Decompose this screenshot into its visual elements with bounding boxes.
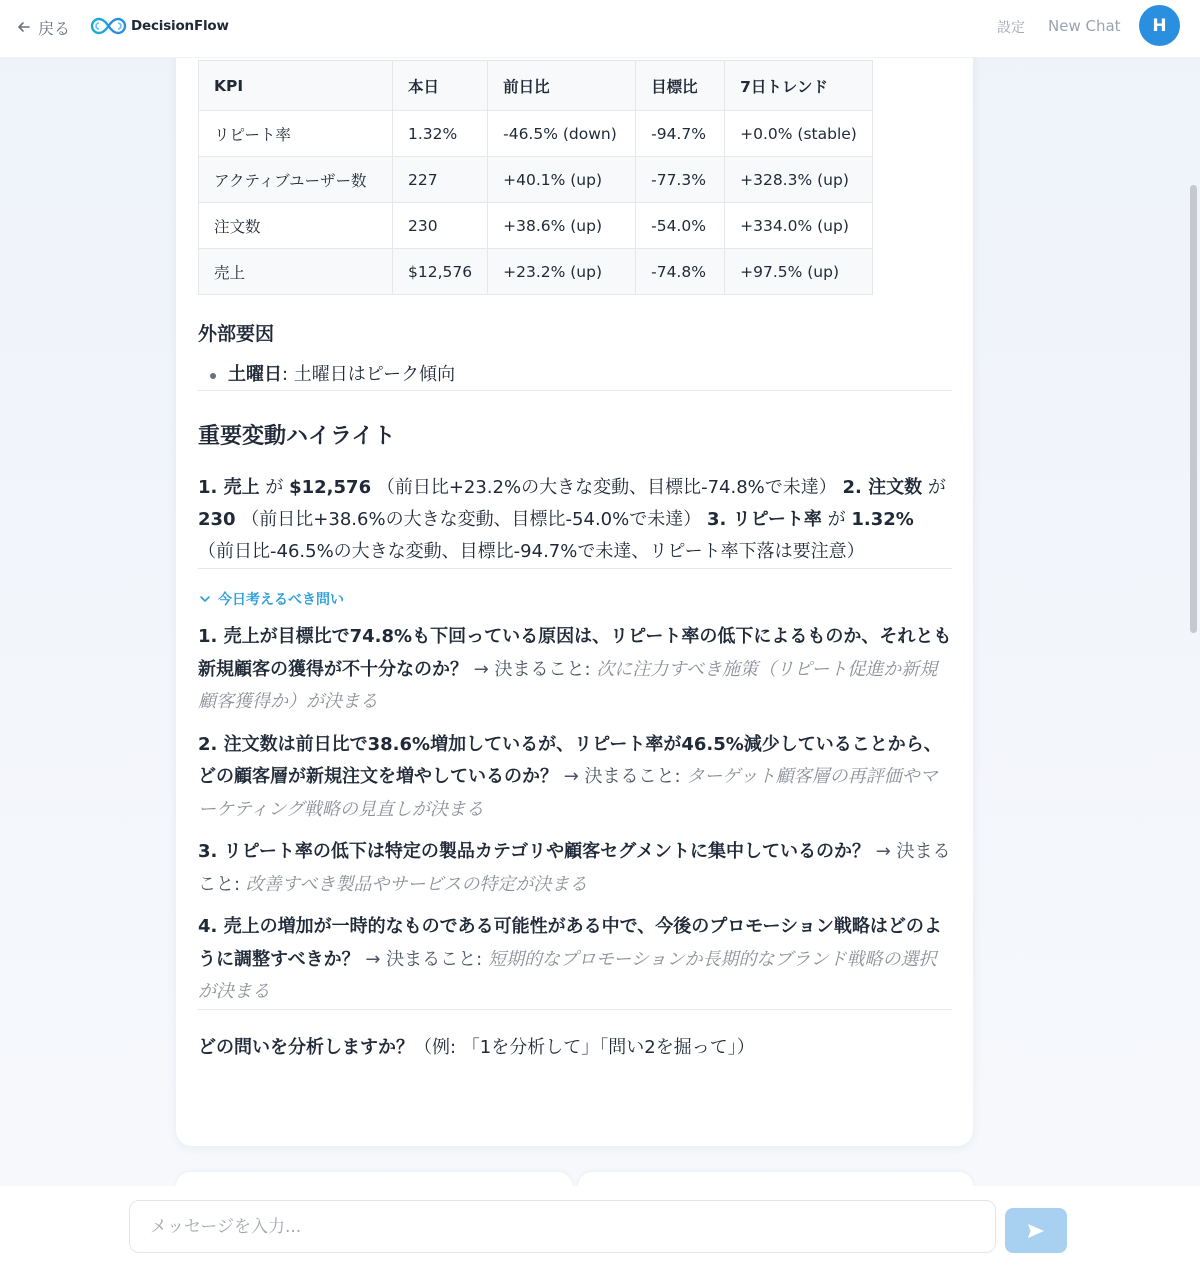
new-chat-link[interactable]: New Chat: [1048, 17, 1121, 35]
decisionflow-logo-icon: [90, 11, 127, 41]
table-header-cell: 7日トレンド: [725, 61, 873, 111]
back-label: 戻る: [38, 18, 71, 38]
highlight-number: 3.: [706, 509, 727, 530]
questions-toggle-label: 今日考えるべき問い: [218, 592, 344, 608]
highlight-value: $12,576: [289, 477, 372, 498]
table-cell: +38.6% (up): [488, 203, 636, 249]
logo[interactable]: [90, 11, 229, 41]
outcome-label: → 決まること:: [359, 948, 488, 970]
highlight-detail: （前日比-46.5%の大きな変動、目標比-94.7%で未達、リピート率下落は要注意）: [198, 541, 865, 562]
highlight-particle: が: [259, 477, 290, 498]
avatar[interactable]: H: [1139, 5, 1180, 46]
questions-toggle[interactable]: [198, 589, 952, 609]
question-item: [198, 729, 952, 827]
arrow-left-icon: [16, 19, 32, 35]
table-row: [199, 203, 873, 249]
analysis-prompt: [198, 1034, 952, 1062]
table-cell: リピート率: [199, 111, 393, 157]
highlight-particle: が: [821, 509, 852, 530]
highlight-detail: （前日比+23.2%の大きな変動、目標比-74.8%で未達）: [371, 477, 843, 498]
table-header-cell: 前日比: [488, 61, 636, 111]
list-item: [228, 360, 952, 390]
table-header-row: [199, 61, 873, 111]
outcome-label: → 決まること:: [198, 841, 951, 895]
external-factors-list: [198, 360, 952, 390]
prompt-example: （例: 「1を分析して」「問い2を掘って」）: [414, 1036, 755, 1058]
table-cell: +97.5% (up): [725, 249, 873, 295]
table-header-cell: KPI: [199, 61, 393, 111]
question-text: 4. 売上の増加が一時的なものである可能性がある中で、今後のプロモーション戦略はどのように調整すべきか？: [198, 916, 942, 970]
logo-text: DecisionFlow: [131, 18, 229, 34]
table-cell: 227: [393, 157, 488, 203]
factor-label: 土曜日: [228, 364, 282, 385]
table-cell: -77.3%: [636, 157, 725, 203]
table-cell: -54.0%: [636, 203, 725, 249]
top-bar: [0, 0, 1200, 58]
table-cell: -94.7%: [636, 111, 725, 157]
outcome-label: → 決まること:: [468, 658, 597, 680]
external-factors-heading: 外部要因: [198, 323, 275, 345]
table-cell: 売上: [199, 249, 393, 295]
highlight-number: 1.: [198, 477, 218, 498]
highlight-value: 230: [198, 509, 236, 530]
table-cell: -74.8%: [636, 249, 725, 295]
table-cell: +328.3% (up): [725, 157, 873, 203]
table-header-cell: 本日: [393, 61, 488, 111]
scrollbar[interactable]: [1190, 185, 1197, 633]
highlights-paragraph: [198, 472, 952, 568]
table-header-cell: 目標比: [636, 61, 725, 111]
kpi-table: [198, 60, 873, 295]
divider: [198, 390, 952, 391]
table-cell: +40.1% (up): [488, 157, 636, 203]
question-text: 1. 売上が目標比で74.8%も下回っている原因は、リピート率の低下によるものか、それとも新規顧客の獲得が不十分なのか？: [198, 626, 952, 680]
highlights-heading: 重要変動ハイライト: [198, 424, 396, 449]
table-cell: +23.2% (up): [488, 249, 636, 295]
highlight-particle: が: [922, 477, 946, 498]
outcome-text: ターゲット顧客層の再評価やマーケティング戦略の見直しが決まる: [198, 766, 938, 820]
highlight-metric: リピート率: [732, 509, 822, 530]
outcome-text: 短期的なプロモーションか長期的なブランド戦略の選択が決まる: [198, 948, 937, 1002]
table-row: [199, 111, 873, 157]
table-cell: アクティブユーザー数: [199, 157, 393, 203]
message-input[interactable]: [129, 1200, 996, 1253]
message-content: [198, 60, 952, 1062]
table-cell: +0.0% (stable): [725, 111, 873, 157]
prompt-question: どの問いを分析しますか？: [198, 1036, 414, 1058]
assistant-message-card: [176, 20, 973, 1146]
question-item: [198, 911, 952, 1009]
table-cell: $12,576: [393, 249, 488, 295]
settings-link[interactable]: 設定: [997, 20, 1025, 36]
table-cell: 230: [393, 203, 488, 249]
question-text: 2. 注文数は前日比で38.6%増加しているが、リピート率が46.5%減少していることから、どの顧客層が新規注文を増やしているのか？: [198, 733, 942, 787]
send-button[interactable]: [1005, 1208, 1067, 1253]
highlight-detail: （前日比+38.6%の大きな変動、目標比-54.0%で未達）: [235, 509, 707, 530]
outcome-label: → 決まること:: [558, 766, 687, 787]
highlight-metric: 売上: [223, 477, 260, 498]
highlight-number: 2.: [842, 477, 862, 498]
back-button[interactable]: [16, 15, 70, 39]
factor-text: : 土曜日はピーク傾向: [282, 364, 456, 385]
outcome-text: 改善すべき製品やサービスの特定が決まる: [245, 873, 588, 895]
divider: [198, 568, 952, 569]
question-text: 3. リピート率の低下は特定の製品カテゴリや顧客セグメントに集中しているのか？: [198, 841, 871, 862]
table-row: [199, 157, 873, 203]
highlight-value: 1.32%: [851, 509, 914, 530]
highlight-metric: 注文数: [868, 477, 923, 498]
question-item: [198, 621, 952, 719]
outcome-text: 次に注力すべき施策（リピート促進か新規顧客獲得か）が決まる: [198, 658, 938, 712]
table-cell: 注文数: [199, 203, 393, 249]
table-row: [199, 249, 873, 295]
send-icon: [1026, 1221, 1046, 1241]
composer-bar: [0, 1186, 1200, 1269]
chevron-down-icon: [198, 592, 212, 606]
table-cell: -46.5% (down): [488, 111, 636, 157]
table-cell: 1.32%: [393, 111, 488, 157]
table-cell: +334.0% (up): [725, 203, 873, 249]
divider: [198, 1009, 952, 1010]
question-item: [198, 836, 952, 901]
